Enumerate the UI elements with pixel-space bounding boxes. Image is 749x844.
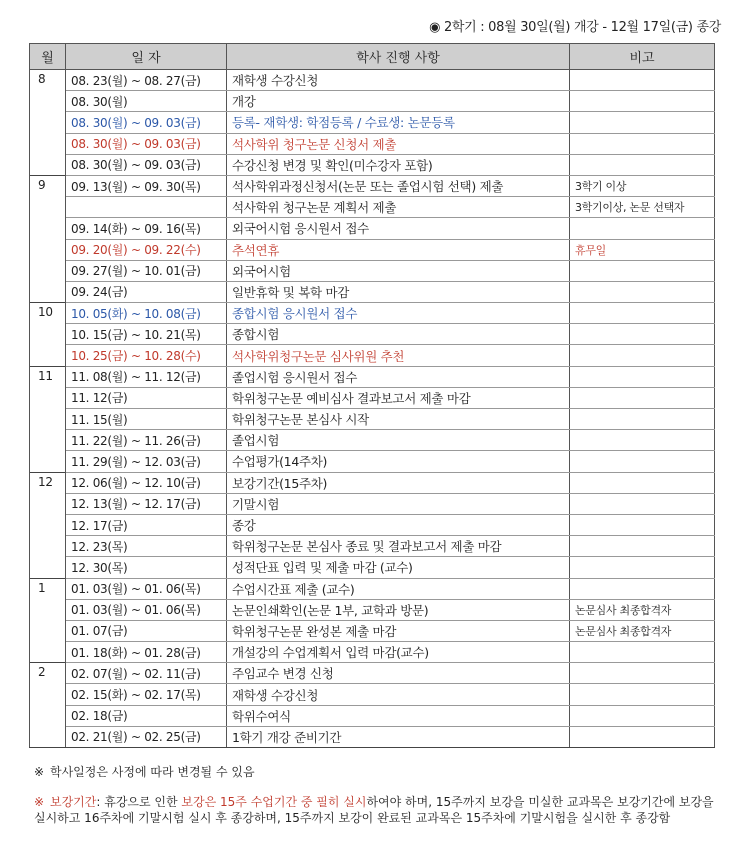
remark-cell	[570, 514, 715, 535]
date-cell: 01. 03(월) ~ 01. 06(목)	[66, 599, 227, 620]
note1-text: 학사일정은 사정에 따라 변경될 수 있음	[50, 765, 255, 779]
event-cell: 학위청구논문 완성본 제출 마감	[227, 620, 570, 641]
event-cell: 등록- 재학생: 학점등록 / 수료생: 논문등록	[227, 112, 570, 133]
table-row	[30, 324, 715, 345]
table-row	[30, 218, 715, 239]
event-cell: 수강신청 변경 및 확인(미수강자 포함)	[227, 154, 570, 175]
makeup-note-emphasis: 보강은 15주 수업기간 중 필히 실시	[181, 795, 367, 809]
table-row	[30, 366, 715, 387]
table-row	[30, 705, 715, 726]
remark-cell	[570, 324, 715, 345]
date-cell: 09. 20(월) ~ 09. 22(수)	[66, 239, 227, 260]
table-row	[30, 642, 715, 663]
event-cell: 개설강의 수업계획서 입력 마감(교수)	[227, 642, 570, 663]
table-row	[30, 387, 715, 408]
event-cell: 석사학위과정신청서(논문 또는 졸업시험 선택) 제출	[227, 175, 570, 196]
table-row	[30, 684, 715, 705]
event-cell: 종강	[227, 514, 570, 535]
date-cell: 09. 27(월) ~ 10. 01(금)	[66, 260, 227, 281]
date-cell: 12. 23(목)	[66, 536, 227, 557]
note-mark-red: ※	[34, 795, 45, 809]
table-row	[30, 154, 715, 175]
remark-cell: 논문심사 최종합격자	[570, 620, 715, 641]
date-cell: 11. 22(월) ~ 11. 26(금)	[66, 430, 227, 451]
remark-cell	[570, 642, 715, 663]
remark-cell	[570, 303, 715, 324]
makeup-class-note	[34, 794, 719, 826]
table-row	[30, 70, 715, 91]
month-cell: 8	[30, 70, 66, 176]
date-cell: 09. 24(금)	[66, 281, 227, 302]
event-cell: 외국어시험 응시원서 접수	[227, 218, 570, 239]
event-cell: 석사학위 청구논문 신청서 제출	[227, 133, 570, 154]
note-mark: ※	[34, 765, 45, 779]
table-row	[30, 578, 715, 599]
notes-section	[34, 764, 719, 826]
event-cell: 주임교수 변경 신청	[227, 663, 570, 684]
remark-cell: 3학기이상, 논문 선택자	[570, 197, 715, 218]
schedule-change-note	[34, 764, 719, 780]
table-row	[30, 726, 715, 747]
event-cell: 외국어시험	[227, 260, 570, 281]
remark-cell	[570, 260, 715, 281]
table-row	[30, 281, 715, 302]
table-row	[30, 112, 715, 133]
column-header-event: 학사 진행 사항	[227, 44, 570, 70]
remark-cell	[570, 684, 715, 705]
remark-cell	[570, 409, 715, 430]
table-row	[30, 175, 715, 196]
remark-cell	[570, 663, 715, 684]
column-header-remark: 비고	[570, 44, 715, 70]
event-cell: 논문인쇄확인(논문 1부, 교학과 방문)	[227, 599, 570, 620]
table-row	[30, 451, 715, 472]
event-cell: 석사학위청구논문 심사위원 추천	[227, 345, 570, 366]
remark-cell	[570, 726, 715, 747]
table-row	[30, 303, 715, 324]
table-row	[30, 197, 715, 218]
date-cell: 08. 30(월) ~ 09. 03(금)	[66, 133, 227, 154]
remark-cell	[570, 387, 715, 408]
table-row	[30, 599, 715, 620]
event-cell: 학위청구논문 예비심사 결과보고서 제출 마감	[227, 387, 570, 408]
date-cell: 12. 30(목)	[66, 557, 227, 578]
remark-cell	[570, 705, 715, 726]
table-row	[30, 430, 715, 451]
date-cell: 01. 03(월) ~ 01. 06(목)	[66, 578, 227, 599]
event-cell: 수업시간표 제출 (교수)	[227, 578, 570, 599]
event-cell: 졸업시험	[227, 430, 570, 451]
table-row	[30, 133, 715, 154]
remark-cell	[570, 218, 715, 239]
remark-cell	[570, 154, 715, 175]
event-cell: 종합시험	[227, 324, 570, 345]
date-cell: 11. 29(월) ~ 12. 03(금)	[66, 451, 227, 472]
date-cell: 09. 14(화) ~ 09. 16(목)	[66, 218, 227, 239]
remark-cell	[570, 493, 715, 514]
remark-cell	[570, 451, 715, 472]
month-cell: 2	[30, 663, 66, 748]
remark-cell	[570, 366, 715, 387]
date-cell: 02. 18(금)	[66, 705, 227, 726]
month-cell: 10	[30, 303, 66, 367]
schedule-body	[30, 70, 715, 748]
date-cell: 12. 06(월) ~ 12. 10(금)	[66, 472, 227, 493]
table-row	[30, 409, 715, 430]
event-cell: 학위수여식	[227, 705, 570, 726]
table-row	[30, 260, 715, 281]
makeup-note-part-c: 하여야 하며, 15주까지 보강을 미실한 교과목은 보강기간에 보강을 실시하고 16주차에 기말시험 실시 후 종강하며, 15주까지 보강이 완료된 교과목은 15주차에 기말시험을 실시한 후 종강함	[34, 795, 714, 825]
event-cell: 석사학위 청구논문 계획서 제출	[227, 197, 570, 218]
event-cell: 재학생 수강신청	[227, 70, 570, 91]
remark-cell	[570, 281, 715, 302]
remark-cell: 논문심사 최종합격자	[570, 599, 715, 620]
date-cell: 02. 15(화) ~ 02. 17(목)	[66, 684, 227, 705]
month-cell: 9	[30, 175, 66, 302]
event-cell: 일반휴학 및 복학 마감	[227, 281, 570, 302]
date-cell: 11. 08(월) ~ 11. 12(금)	[66, 366, 227, 387]
date-cell: 10. 15(금) ~ 10. 21(목)	[66, 324, 227, 345]
month-cell: 12	[30, 472, 66, 578]
makeup-note-part-a: : 휴강으로 인한	[96, 795, 182, 809]
date-cell: 10. 05(화) ~ 10. 08(금)	[66, 303, 227, 324]
event-cell: 보강기간(15주차)	[227, 472, 570, 493]
table-row	[30, 345, 715, 366]
date-cell: 11. 12(금)	[66, 387, 227, 408]
event-cell: 학위청구논문 본심사 종료 및 결과보고서 제출 마감	[227, 536, 570, 557]
semester-header: ◉ 2학기 : 08월 30일(월) 개강 - 12월 17일(금) 종강	[429, 20, 721, 35]
date-cell: 01. 18(화) ~ 01. 28(금)	[66, 642, 227, 663]
date-cell: 08. 30(월) ~ 09. 03(금)	[66, 112, 227, 133]
column-header-month: 월	[30, 44, 66, 70]
table-row	[30, 493, 715, 514]
academic-schedule-table	[29, 43, 715, 748]
table-row	[30, 557, 715, 578]
remark-cell	[570, 557, 715, 578]
makeup-period-label: 보강기간	[50, 795, 97, 809]
table-row	[30, 472, 715, 493]
event-cell: 추석연휴	[227, 239, 570, 260]
event-cell: 수업평가(14주차)	[227, 451, 570, 472]
month-cell: 1	[30, 578, 66, 663]
date-cell	[66, 197, 227, 218]
event-cell: 학위청구논문 본심사 시작	[227, 409, 570, 430]
event-cell: 성적단표 입력 및 제출 마감 (교수)	[227, 557, 570, 578]
date-cell: 12. 13(월) ~ 12. 17(금)	[66, 493, 227, 514]
column-header-date: 일 자	[66, 44, 227, 70]
date-cell: 01. 07(금)	[66, 620, 227, 641]
table-row	[30, 620, 715, 641]
table-header-row	[30, 44, 715, 70]
table-row	[30, 536, 715, 557]
event-cell: 개강	[227, 91, 570, 112]
remark-cell: 휴무일	[570, 239, 715, 260]
date-cell: 08. 30(월) ~ 09. 03(금)	[66, 154, 227, 175]
table-row	[30, 91, 715, 112]
date-cell: 12. 17(금)	[66, 514, 227, 535]
remark-cell	[570, 472, 715, 493]
table-row	[30, 239, 715, 260]
remark-cell	[570, 91, 715, 112]
remark-cell	[570, 578, 715, 599]
table-row	[30, 514, 715, 535]
event-cell: 기말시험	[227, 493, 570, 514]
table-row	[30, 663, 715, 684]
event-cell: 종합시험 응시원서 접수	[227, 303, 570, 324]
event-cell: 1학기 개강 준비기간	[227, 726, 570, 747]
date-cell: 08. 30(월)	[66, 91, 227, 112]
remark-cell	[570, 536, 715, 557]
event-cell: 졸업시험 응시원서 접수	[227, 366, 570, 387]
date-cell: 02. 07(월) ~ 02. 11(금)	[66, 663, 227, 684]
remark-cell: 3학기 이상	[570, 175, 715, 196]
month-cell: 11	[30, 366, 66, 472]
date-cell: 10. 25(금) ~ 10. 28(수)	[66, 345, 227, 366]
event-cell: 재학생 수강신청	[227, 684, 570, 705]
remark-cell	[570, 112, 715, 133]
remark-cell	[570, 430, 715, 451]
date-cell: 09. 13(월) ~ 09. 30(목)	[66, 175, 227, 196]
date-cell: 08. 23(월) ~ 08. 27(금)	[66, 70, 227, 91]
remark-cell	[570, 345, 715, 366]
remark-cell	[570, 133, 715, 154]
date-cell: 11. 15(월)	[66, 409, 227, 430]
remark-cell	[570, 70, 715, 91]
date-cell: 02. 21(월) ~ 02. 25(금)	[66, 726, 227, 747]
